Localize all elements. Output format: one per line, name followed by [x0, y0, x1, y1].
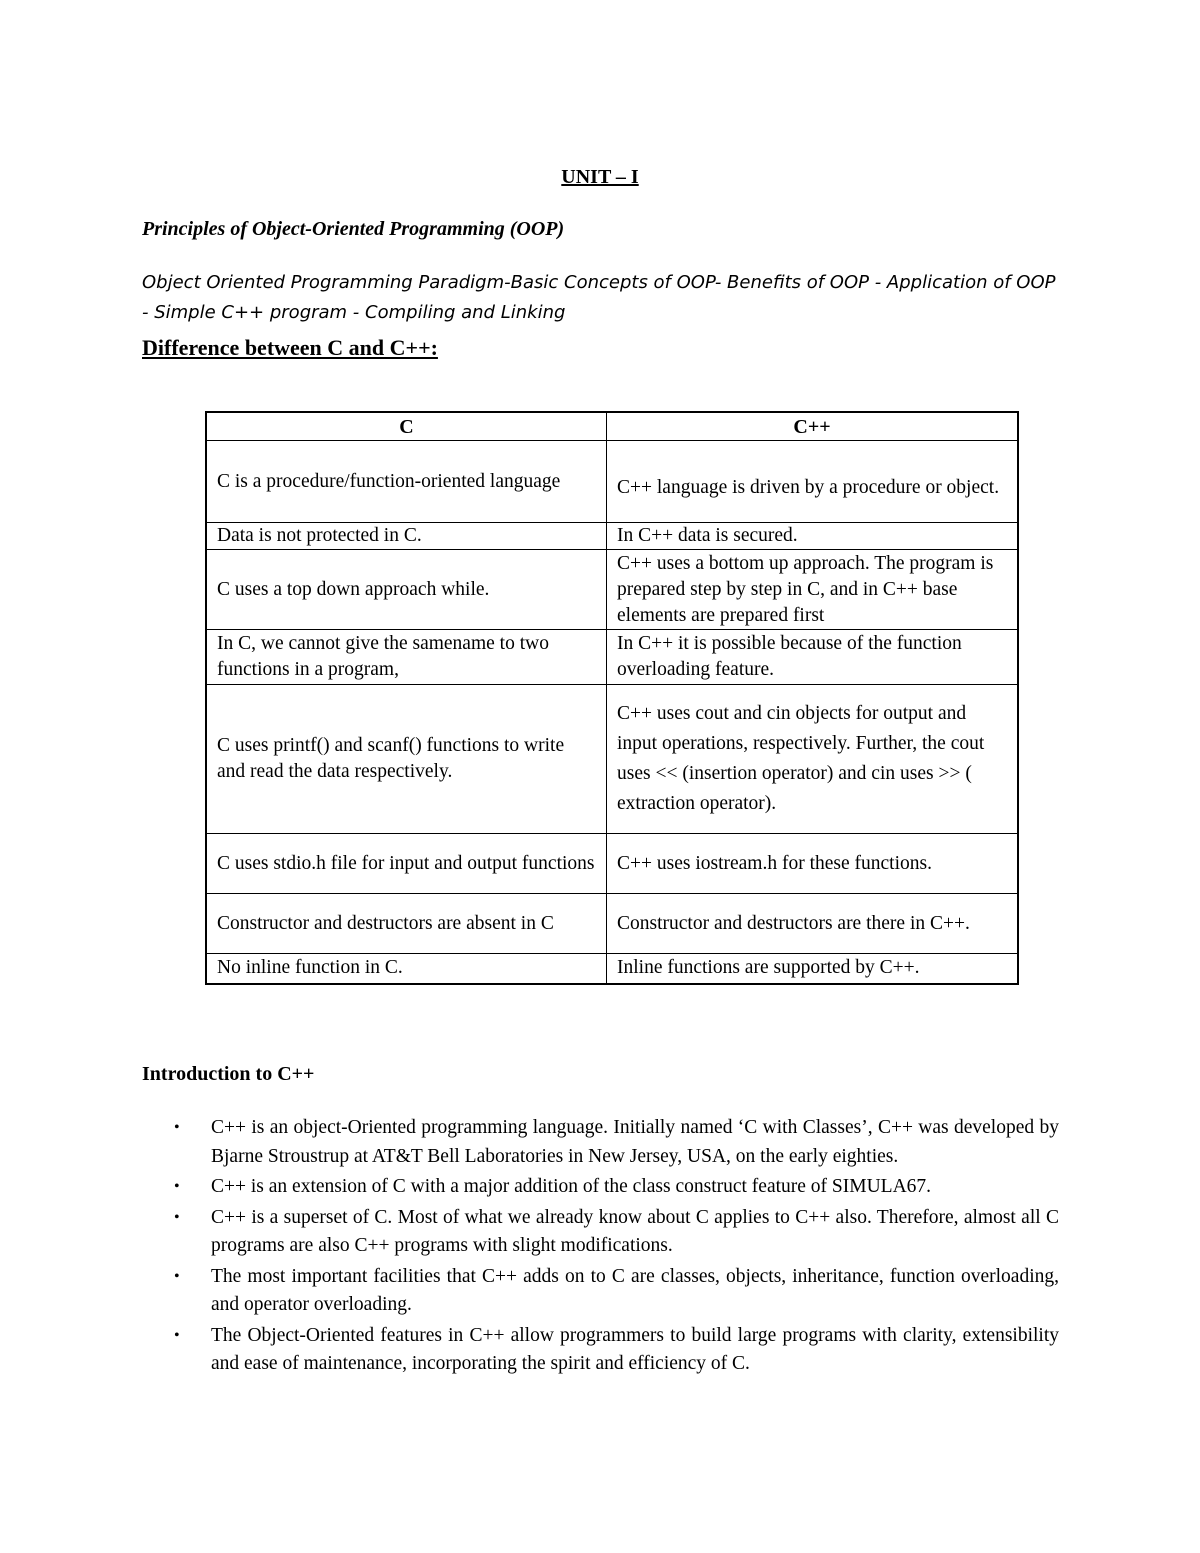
difference-heading: Difference between C and C++:: [142, 335, 438, 360]
syllabus-line: Object Oriented Programming Paradigm-Basic Concepts of OOP- Benefits of OOP - Application of OOP: [142, 272, 1056, 293]
table-row: [206, 630, 1018, 685]
cell-cpp: C++ uses cout and cin objects for output and input operations, respectively. Further, the cout uses << (insertion operator) and cin uses >> ( extraction operator).: [607, 685, 1019, 834]
list-item: [142, 1322, 1059, 1379]
table-header-row: [206, 412, 1018, 441]
list-item-text: The most important facilities that C++ adds on to C are classes, objects, inheritance, function overloading, and operator overloading.: [211, 1265, 1059, 1315]
cell-c: Data is not protected in C.: [206, 523, 607, 550]
cell-cpp: In C++ it is possible because of the function overloading feature.: [607, 630, 1019, 685]
cell-c: C uses stdio.h file for input and output functions: [206, 834, 607, 894]
header-c: C: [206, 412, 607, 441]
cell-cpp: Constructor and destructors are there in C++.: [607, 894, 1019, 954]
header-cpp: C++: [607, 412, 1019, 441]
cell-c: C uses a top down approach while.: [206, 550, 607, 630]
unit-title: UNIT – I: [561, 166, 639, 188]
bullet-icon: •: [174, 1326, 180, 1344]
cell-cpp: Inline functions are supported by C++.: [607, 954, 1019, 984]
list-item: [142, 1263, 1059, 1320]
table-row: [206, 523, 1018, 550]
cell-cpp: C++ language is driven by a procedure or object.: [607, 441, 1019, 523]
list-item: [142, 1173, 1059, 1202]
intro-heading: Introduction to C++: [142, 1063, 315, 1085]
list-item: [142, 1114, 1059, 1171]
list-item-text: C++ is an extension of C with a major addition of the class construct feature of SIMULA67.: [211, 1176, 932, 1197]
intro-bullet-list: [142, 1114, 1059, 1381]
cell-c: C uses printf() and scanf() functions to write and read the data respectively.: [206, 685, 607, 834]
cell-cpp: C++ uses a bottom up approach. The program is prepared step by step in C, and in C++ base elements are prepared first: [607, 550, 1019, 630]
bullet-icon: •: [174, 1267, 180, 1285]
table-row: [206, 894, 1018, 954]
cell-c: No inline function in C.: [206, 954, 607, 984]
cell-c: Constructor and destructors are absent in C: [206, 894, 607, 954]
cell-cpp: C++ uses iostream.h for these functions.: [607, 834, 1019, 894]
cell-c: C is a procedure/function-oriented language: [206, 441, 607, 523]
table-row: [206, 441, 1018, 523]
list-item: [142, 1204, 1059, 1261]
table-row: [206, 834, 1018, 894]
comparison-table: [205, 411, 1019, 985]
list-item-text: The Object-Oriented features in C++ allow programmers to build large programs with clarity, extensibility and ease of maintenance, incorporating the spirit and efficiency of C.: [211, 1324, 1059, 1374]
table-row: [206, 954, 1018, 984]
bullet-icon: •: [174, 1208, 180, 1226]
table-row: [206, 685, 1018, 834]
cell-cpp: In C++ data is secured.: [607, 523, 1019, 550]
syllabus-topics: [142, 268, 1067, 328]
table-row: [206, 550, 1018, 630]
bullet-icon: •: [174, 1119, 180, 1136]
principles-title: Principles of Object-Oriented Programming (OOP): [142, 218, 565, 240]
cell-c: In C, we cannot give the samename to two functions in a program,: [206, 630, 607, 685]
list-item-text: C++ is an object-Oriented programming language. Initially named ‘C with Classes’, C++ was developed by Bjarne Stroustrup at AT&T Bell Laboratories in New Jersey, USA, on the early eighties.: [211, 1117, 1059, 1167]
list-item-text: C++ is a superset of C. Most of what we already know about C applies to C++ also. Therefore, almost all C programs are also C++ programs with slight modifications.: [211, 1206, 1059, 1256]
bullet-icon: •: [174, 1178, 180, 1195]
syllabus-line: - Simple C++ program - Compiling and Linking: [142, 302, 566, 323]
